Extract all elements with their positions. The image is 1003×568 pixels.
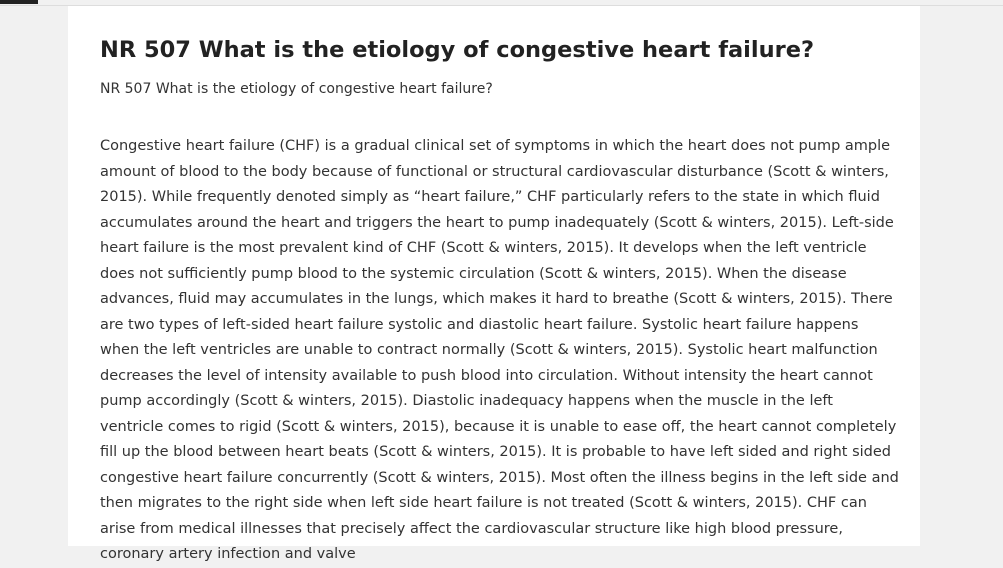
page-title: NR 507 What is the etiology of congestive heart failure? [100,37,815,63]
article-body: Congestive heart failure (CHF) is a gradual clinical set of symptoms in which the heart does not pump ample amount of blood to the body because of functional or structural cardiovascular disturbance (Scott & winters, 2015). While frequently denoted simply as “heart failure,” CHF particularly refers to the state in which fluid accumulates around the heart and triggers the heart to pump inadequately (Scott & winters, 2015). Left-side heart failure is the most prevalent kind of CHF (Scott & winters, 2015). It develops when the left ventricle does not sufficiently pump blood to the systemic circulation (Scott & winters, 2015). When the disease advances, fluid may accumulates in the lungs, which makes it hard to breathe (Scott & winters, 2015). There are two types of left-sided heart failure systolic and diastolic heart failure. Systolic heart failure happens when the left ventricles are unable to contract normally (Scott & winters, 2015). Systolic heart malfunction decreases the level of intensity available to push blood into circulation. Without intensity the heart cannot pump accordingly (Scott & winters, 2015). Diastolic inadequacy happens when the muscle in the left ventricle comes to rigid (Scott & winters, 2015), because it is unable to ease off, the heart cannot completely fill up the blood between heart beats (Scott & winters, 2015). It is probable to have left sided and right sided congestive heart failure concurrently (Scott & winters, 2015). Most often the illness begins in the left side and then migrates to the right side when left side heart failure is not treated (Scott & winters, 2015). CHF can arise from medical illnesses that precisely affect the cardiovascular structure like high blood pressure, coronary artery infection and valve [100,138,899,562]
top-bar-accent [0,0,38,4]
article-subtitle: NR 507 What is the etiology of congestive heart failure? [100,81,493,97]
article-container [68,6,920,562]
